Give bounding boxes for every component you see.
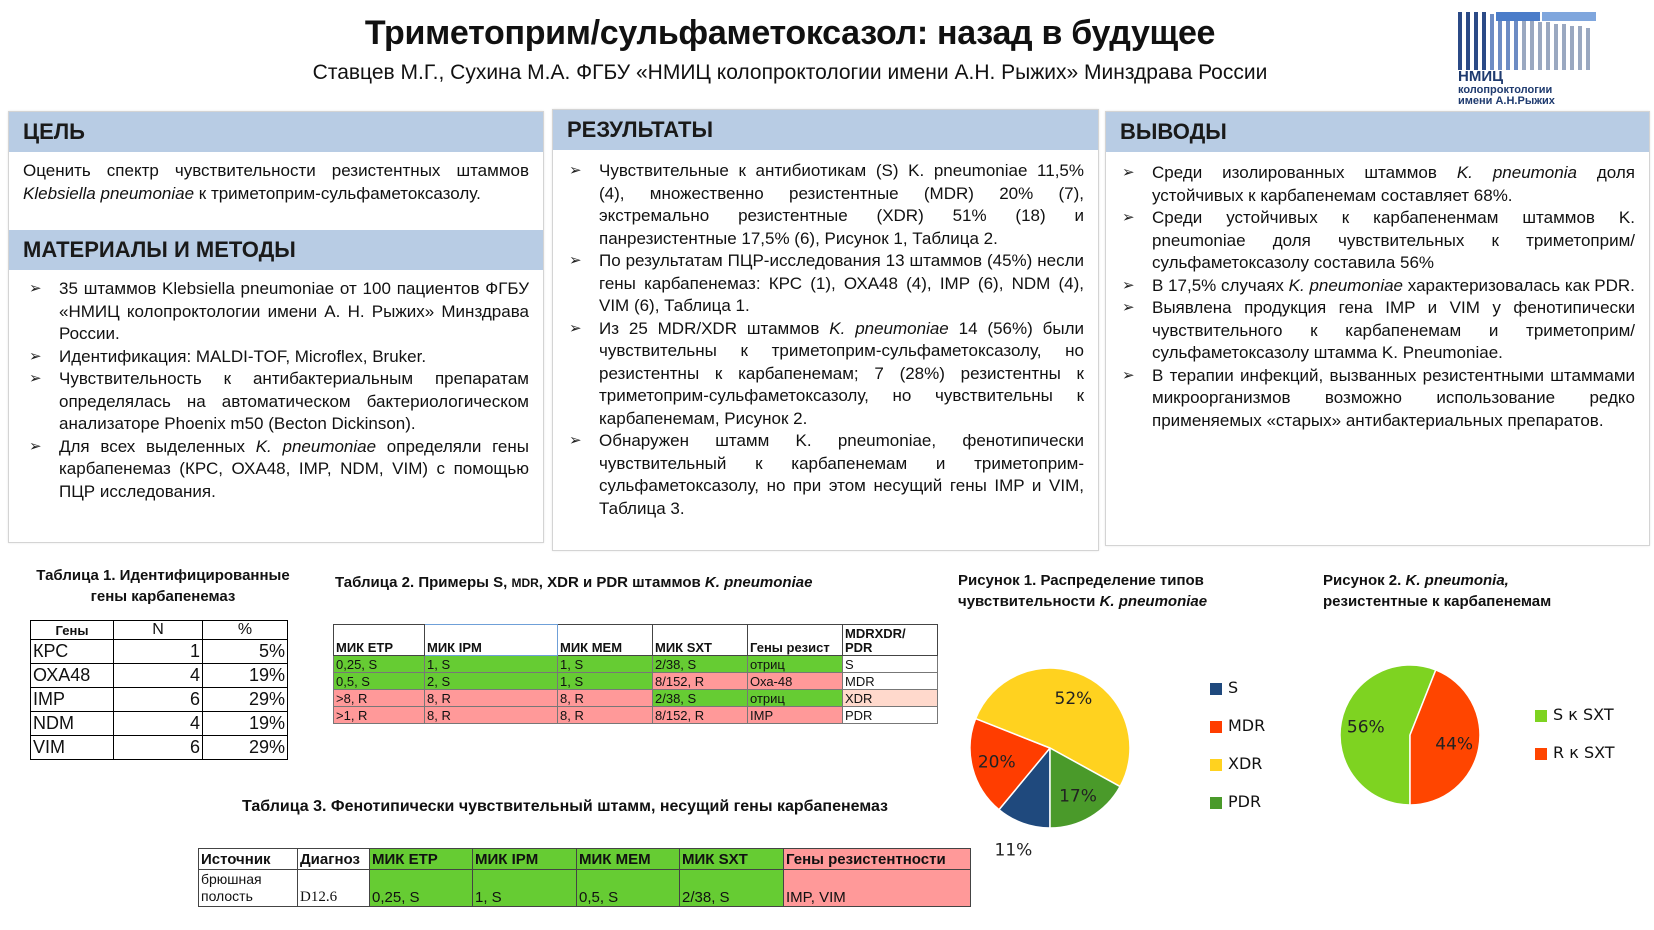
- figure1-legend: [1210, 678, 1330, 838]
- table2-header-row: [334, 625, 938, 656]
- results-item: ➢ Обнаружен штамм K. pneumoniae, фенотипически чувствительный к карбапенемам и триметоприм-сульфаметоксазолу, но при этом несущий гены IMP и VIM, Таблица 3.: [563, 430, 1084, 520]
- figure1-caption-organism: K. pneumoniae: [1099, 593, 1208, 610]
- figure2-caption-organism: K. pneumonia,: [1405, 572, 1509, 589]
- table1-header-cell: %: [203, 621, 288, 640]
- table-row: [334, 690, 938, 707]
- legend-swatch: [1210, 721, 1222, 733]
- methods-item: [23, 436, 529, 504]
- table2-caption-organism: K. pneumoniae: [704, 574, 813, 591]
- table2-cell: 8, R: [558, 707, 653, 724]
- table3-header-cell: Гены резистентности: [784, 849, 971, 870]
- table1-cell: 29%: [203, 736, 288, 760]
- goal-text: [9, 152, 543, 234]
- table-row: [31, 688, 288, 712]
- methods-item4-part2: определяли гены карбапенемаз (КРС, ОХА48, IMP, NDM, VIM) с помощью ПЦР исследования.: [59, 436, 529, 501]
- table1: [30, 620, 288, 760]
- conclusions-item: [1116, 275, 1635, 298]
- table2-header-cell: MDRXDR/ PDR: [843, 625, 938, 656]
- table3-cell: D12.6: [298, 870, 370, 907]
- table3-header-cell: МИК SXT: [680, 849, 784, 870]
- table1-header-cell: Гены: [31, 621, 114, 640]
- legend-item: [1210, 678, 1238, 698]
- conclusions-item: ➢ В терапии инфекций, вызванных резистентными штаммами микроорганизмов возможно использование редко применяемых «старых» антибактериальных препаратов.: [1116, 365, 1635, 433]
- conclusions-item1-part1: Среди изолированных штаммов: [1152, 163, 1457, 182]
- table2-cell: S: [843, 656, 938, 673]
- methods-list: [9, 270, 543, 503]
- table2-cell: 1, S: [425, 656, 558, 673]
- figure2-pie-chart: [1330, 660, 1490, 810]
- table1-cell: 6: [114, 736, 203, 760]
- table1-cell: 6: [114, 688, 203, 712]
- table3-header-row: [199, 849, 971, 870]
- results-column: [552, 109, 1099, 551]
- legend-label: XDR: [1228, 754, 1263, 773]
- table3-cell: IMP, VIM: [784, 870, 971, 907]
- table3-caption: Таблица 3. Фенотипически чувствительный штамм, несущий гены карбапенемаз: [241, 798, 888, 815]
- figure1-pie-chart: [960, 650, 1140, 861]
- legend-label: PDR: [1228, 792, 1262, 811]
- table2-cell: отриц: [748, 690, 843, 707]
- conclusions-item: ➢ Среди устойчивых к карбапененмам штаммов K. pneumoniae доля чувствительных к триметоприм/сульфаметоксазолу составила 56%: [1116, 207, 1635, 275]
- table3-header-cell: МИК ЕТР: [370, 849, 473, 870]
- figure2-caption: [1323, 570, 1623, 612]
- legend-swatch: [1210, 683, 1222, 695]
- logo-line1: колопроктологии: [1458, 84, 1553, 96]
- table2-cell: 1, S: [558, 673, 653, 690]
- table1-header-row: [31, 621, 288, 640]
- table3-header-cell: Диагноз: [298, 849, 370, 870]
- conclusions-item3-organism: K. pneumoniae: [1288, 275, 1404, 295]
- goal-organism: Klebsiella pneumoniae: [23, 183, 195, 203]
- table2-header-cell: МИК SXT: [653, 625, 748, 656]
- table3-header-cell: МИК МЕМ: [577, 849, 680, 870]
- results-heading: РЕЗУЛЬТАТЫ: [553, 110, 1098, 150]
- table2-cell: 2/38, S: [653, 690, 748, 707]
- table2: [333, 624, 938, 724]
- conclusions-item: [1116, 162, 1635, 207]
- figure2-legend: [1535, 705, 1645, 775]
- table2-cell: 8, R: [558, 690, 653, 707]
- table1-cell: 19%: [203, 664, 288, 688]
- table2-cell: 8/152, R: [653, 673, 748, 690]
- table-row: [31, 640, 288, 664]
- methods-item4-organism: K. pneumoniae: [255, 436, 377, 456]
- table3-cell: 2/38, S: [680, 870, 784, 907]
- legend-item: [1210, 716, 1265, 736]
- table3-header-cell: Источник: [199, 849, 298, 870]
- goal-text-part2: к триметоприм-сульфаметоксазолу.: [194, 183, 481, 203]
- legend-item: [1535, 705, 1614, 725]
- table2-cell: 0,5, S: [334, 673, 425, 690]
- table2-caption-part2: , XDR и PDR штаммов: [538, 574, 705, 591]
- table2-cell: 8, R: [425, 707, 558, 724]
- results-item3-organism: K. pneumoniae: [829, 318, 949, 338]
- table2-cell: >8, R: [334, 690, 425, 707]
- methods-heading: МАТЕРИАЛЫ И МЕТОДЫ: [9, 230, 543, 270]
- results-item: ➢ По результатам ПЦР-исследования 13 штаммов (45%) несли гены карбапенемаз: КРС (1), ОХА48 (4), IMP (6), NDM (4), VIM (6), Таблица 1.: [563, 250, 1084, 318]
- table2-cell: MDR: [843, 673, 938, 690]
- table2-header-cell: МИК IPM: [425, 625, 558, 656]
- conclusions-item1-organism: K. pneumonia: [1456, 163, 1577, 182]
- table1-cell: VIM: [31, 736, 114, 760]
- logo-line2: имени А.Н.Рыжих: [1458, 95, 1555, 107]
- logo-bars-icon: [1456, 8, 1646, 70]
- legend-swatch: [1210, 759, 1222, 771]
- results-item3-part2: 14 (56%) были чувствительны к триметоприм-сульфаметоксазолу, но резистентны к карбапенемам; 7 (28%) резистентны к триметоприм-сульфаметоксазолу, но чувствительны к карбапенемам, Рисунок 2.: [599, 318, 1084, 428]
- legend-swatch: [1535, 748, 1547, 760]
- table-row: [31, 664, 288, 688]
- table2-header-cell: Гены резист: [748, 625, 843, 656]
- table-row: [199, 870, 971, 907]
- table1-caption: Таблица 1. Идентифицированные гены карбапенемаз: [36, 567, 290, 605]
- table3: [198, 848, 971, 907]
- table2-cell: 0,25, S: [334, 656, 425, 673]
- legend-label: R к SXT: [1553, 743, 1615, 762]
- pie-data-label: 11%: [994, 840, 1033, 861]
- table2-cell: IMP: [748, 707, 843, 724]
- table2-cell: PDR: [843, 707, 938, 724]
- figure1-caption-text: Рисунок 1. Распределение типов чувствительности: [958, 572, 1204, 610]
- table3-cell: 1, S: [473, 870, 577, 907]
- table2-header-cell: МИК ЕТР: [334, 625, 425, 656]
- table2-cell: отриц: [748, 656, 843, 673]
- methods-item4-part1: Для всех выделенных: [59, 436, 256, 456]
- table2-caption-small: MDR: [511, 576, 539, 590]
- conclusions-item: ➢ Выявлена продукция гена IMP и VIM у фенотипически чувствительного к карбапенемам и триметоприм/сульфаметоксазолу штамма K. Pneumoniae.: [1116, 297, 1635, 365]
- table1-cell: 1: [114, 640, 203, 664]
- legend-item: [1210, 792, 1261, 812]
- results-list: [553, 150, 1098, 520]
- table1-cell: NDM: [31, 712, 114, 736]
- table2-caption-part1: Таблица 2. Примеры S,: [335, 574, 512, 591]
- pie-data-label: 52%: [1054, 689, 1093, 710]
- table1-cell: 4: [114, 664, 203, 688]
- pie-data-label: 56%: [1346, 717, 1385, 738]
- conclusions-heading: ВЫВОДЫ: [1106, 112, 1649, 152]
- table1-header-cell: N: [114, 621, 203, 640]
- figure2-caption-text2: резистентные к карбапенемам: [1323, 593, 1552, 610]
- conclusions-list: [1106, 152, 1649, 432]
- poster-title: Триметоприм/сульфаметоксазол: назад в будущее: [364, 14, 1216, 52]
- table3-header-cell: МИК IPM: [473, 849, 577, 870]
- table-row: [334, 656, 938, 673]
- pie-data-label: 20%: [977, 752, 1016, 773]
- figure1-caption: [958, 570, 1278, 612]
- results-item3-part1: Из 25 MDR/XDR штаммов: [599, 318, 830, 338]
- legend-item: [1535, 743, 1615, 763]
- pie-data-label: 17%: [1059, 786, 1097, 807]
- table3-cell: 0,5, S: [577, 870, 680, 907]
- table2-cell: >1, R: [334, 707, 425, 724]
- legend-item: [1210, 754, 1262, 774]
- table2-caption: [335, 572, 935, 594]
- conclusions-column: [1105, 111, 1650, 546]
- table2-cell: 2, S: [425, 673, 558, 690]
- table1-cell: 29%: [203, 688, 288, 712]
- legend-label: MDR: [1228, 716, 1266, 735]
- conclusions-item1-part2: доля устойчивых к карбапенемам составляет 68%.: [1152, 163, 1635, 205]
- results-item: ➢ Чувствительные к антибиотикам (S) K. pneumoniae 11,5% (4), множественно резистентные (MDR) 20% (7), экстремально резистентные (XDR) 51% (18) и панрезистентные 17,5% (6), Рисунок 1, Таблица 2.: [563, 160, 1084, 250]
- goal-text-part1: Оценить спектр чувствительности резистентных штаммов: [23, 161, 529, 180]
- logo-abbr: НМИЦ: [1458, 68, 1504, 85]
- table2-cell: 8/152, R: [653, 707, 748, 724]
- methods-item: ➢ 35 штаммов Klebsiella pneumoniae от 100 пациентов ФГБУ «НМИЦ колопроктологии имени А. Н. Рыжих» Минздрава России.: [23, 278, 529, 346]
- methods-item: ➢ Идентификация: MALDI-TOF, Microflex, Bruker.: [23, 346, 529, 369]
- goal-heading: ЦЕЛЬ: [9, 112, 543, 152]
- legend-swatch: [1210, 797, 1222, 809]
- legend-swatch: [1535, 710, 1547, 722]
- legend-label: S к SXT: [1553, 705, 1614, 724]
- table3-cell: брюшная полость: [199, 870, 298, 907]
- institute-logo: [1456, 8, 1646, 108]
- conclusions-item3-part2: характеризовалась как PDR.: [1403, 275, 1635, 295]
- table-row: [334, 707, 938, 724]
- table-row: [31, 712, 288, 736]
- table1-cell: ОХА48: [31, 664, 114, 688]
- table1-cell: IMP: [31, 688, 114, 712]
- poster-authors: Ставцев М.Г., Сухина М.А. ФГБУ «НМИЦ колопроктологии имени А.Н. Рыжих» Минздрава России: [312, 61, 1268, 84]
- legend-label: S: [1228, 678, 1239, 697]
- table1-cell: КРС: [31, 640, 114, 664]
- left-column: [8, 111, 544, 543]
- conclusions-item3-part1: В 17,5% случаях: [1152, 275, 1289, 295]
- table2-header-cell: МИК МЕМ: [558, 625, 653, 656]
- table2-cell: Оха-48: [748, 673, 843, 690]
- table2-cell: 2/38, S: [653, 656, 748, 673]
- pie-data-label: 44%: [1435, 734, 1474, 755]
- table1-cell: 4: [114, 712, 203, 736]
- figure2-caption-text: Рисунок 2.: [1323, 572, 1406, 589]
- table2-cell: 1, S: [558, 656, 653, 673]
- table1-cell: 19%: [203, 712, 288, 736]
- table3-cell: 0,25, S: [370, 870, 473, 907]
- table-row: [31, 736, 288, 760]
- table1-cell: 5%: [203, 640, 288, 664]
- table-row: [334, 673, 938, 690]
- table2-cell: 8, R: [425, 690, 558, 707]
- results-item: [563, 318, 1084, 431]
- table2-cell: XDR: [843, 690, 938, 707]
- methods-item: ➢ Чувствительность к антибактериальным препаратам определялась на автоматическом бактериологическом анализаторе Phoenix m50 (Becton Dickinson).: [23, 368, 529, 436]
